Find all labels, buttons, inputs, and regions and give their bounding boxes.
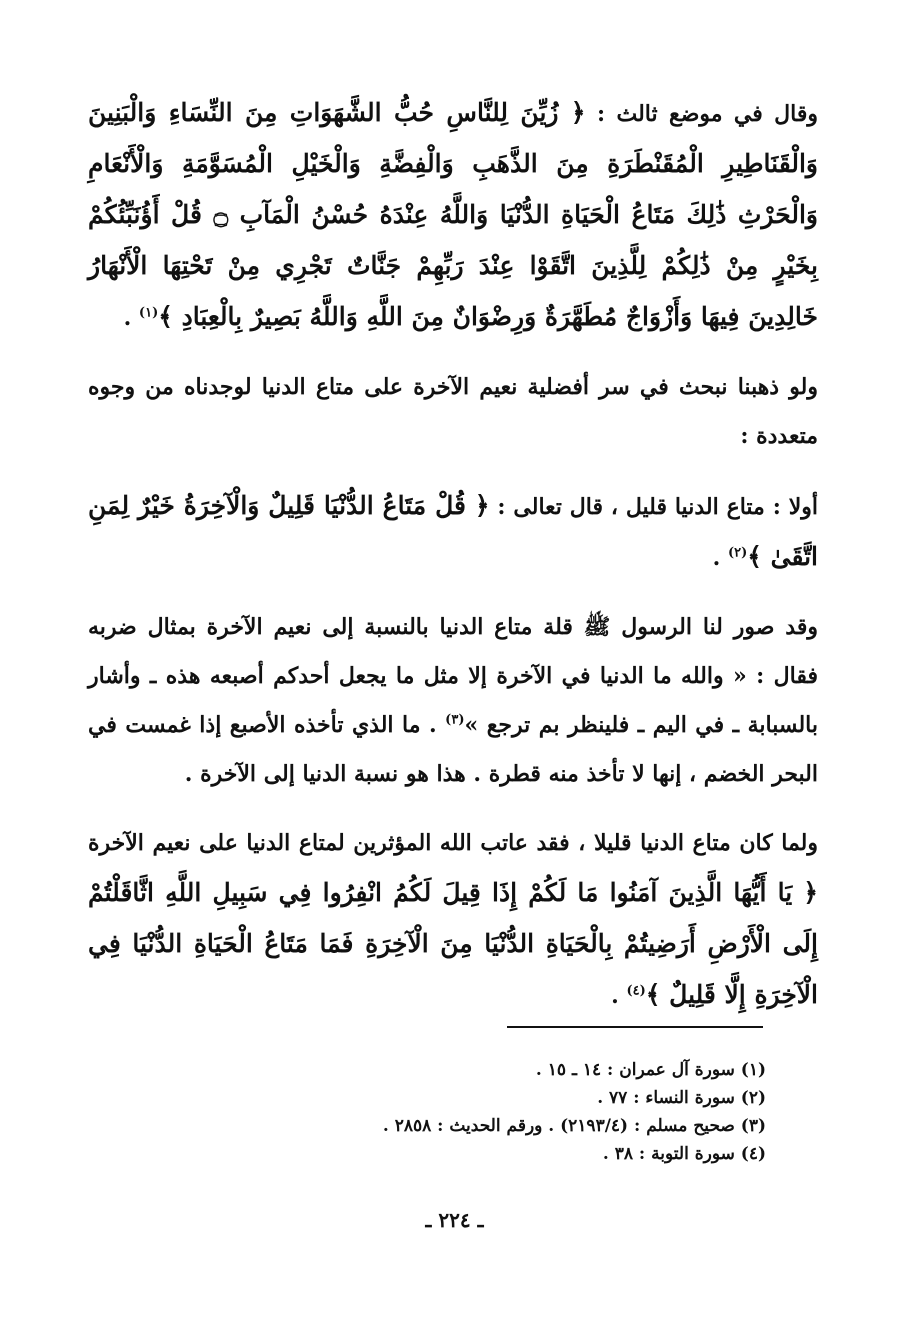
paragraph-3-intro: أولا : متاع الدنيا قليل ، قال تعالى : [497, 494, 818, 520]
paragraph-1-end: . [123, 305, 139, 331]
footnote-4: (٤) سورة التوبة : ٣٨ . [602, 1144, 766, 1164]
quran-verse-2: ﴿ قُلْ مَتَاعُ الدُّنْيَا قَلِيلٌ وَالْآخِرَةُ خَيْرٌ لِمَنِ اتَّقَىٰ ﴾ [88, 491, 818, 571]
footnote-ref-4: (٤) [626, 983, 646, 999]
footnote-3: (٣) صحيح مسلم : (٢١٩٣/٤) . ورقم الحديث : ٢٨٥٨ . [382, 1116, 766, 1136]
footnote-1: (١) سورة آل عمران : ١٤ ـ ١٥ . [535, 1060, 766, 1080]
paragraph-4 [88, 603, 818, 799]
page-number: ـ ٢٢٤ ـ [425, 1208, 484, 1232]
main-text [88, 88, 818, 1041]
paragraph-1 [88, 88, 818, 343]
paragraph-5-intro: ولما كان متاع الدنيا قليلا ، فقد عاتب الله المؤثرين لمتاع الدنيا على نعيم الآخرة [88, 830, 818, 856]
paragraph-4-intro: وقد صور لنا الرسول ﷺ قلة متاع الدنيا بالنسبة إلى نعيم الآخرة بمثال ضربه فقال : « والله ما الدنيا في الآخرة إلا مثل ما يجعل أحدكم أصبعه هذه ـ وأشار بالسبابة ـ في اليم ـ فلينظر بم ترجع » [88, 614, 818, 738]
paragraph-2: ولو ذهبنا نبحث في سر أفضلية نعيم الآخرة على متاع الدنيا لوجدناه من وجوه متعددة : [88, 374, 818, 449]
paragraph-1-intro: وقال في موضع ثالث : [596, 101, 818, 127]
paragraph-5-end: . [611, 983, 627, 1009]
quran-verse-1: ﴿ زُيِّنَ لِلنَّاسِ حُبُّ الشَّهَوَاتِ مِنَ النِّسَاءِ وَالْبَنِينَ وَالْقَنَاطِيرِ الْمُقَنْطَرَةِ مِنَ الذَّهَبِ وَالْفِضَّةِ وَالْخَيْلِ الْمُسَوَّمَةِ وَالْأَنْعَامِ وَالْحَرْثِ ذَٰلِكَ مَتَاعُ الْحَيَاةِ الدُّنْيَا وَاللَّهُ عِنْدَهُ حُسْنُ الْمَآبِ ۝ قُلْ أَؤُنَبِّئُكُمْ بِخَيْرٍ مِنْ ذَٰلِكُمْ لِلَّذِينَ اتَّقَوْا عِنْدَ رَبِّهِمْ جَنَّاتٌ تَجْرِي مِنْ تَحْتِهَا الْأَنْهَارُ خَالِدِينَ فِيهَا وَأَزْوَاجٌ مُطَهَّرَةٌ وَرِضْوَانٌ مِنَ اللَّهِ وَاللَّهُ بَصِيرٌ بِالْعِبَادِ ﴾ [88, 98, 818, 331]
footnote-ref-2: (٢) [727, 545, 748, 561]
quran-verse-3: ﴿ يَا أَيُّهَا الَّذِينَ آمَنُوا مَا لَكُمْ إِذَا قِيلَ لَكُمُ انْفِرُوا فِي سَبِيلِ اللَّهِ اثَّاقَلْتُمْ إِلَى الْأَرْضِ أَرَضِيتُمْ بِالْحَيَاةِ الدُّنْيَا مِنَ الْآخِرَةِ فَمَا مَتَاعُ الْحَيَاةِ الدُّنْيَا فِي الْآخِرَةِ إِلَّا قَلِيلٌ ﴾ [88, 878, 818, 1009]
footnote-ref-1: (١) [138, 305, 159, 321]
paragraph-3-end: . [712, 545, 728, 571]
footnote-divider [507, 1026, 763, 1028]
footnote-ref-3: (٣) [445, 712, 465, 728]
paragraph-3 [88, 481, 818, 583]
footnotes [246, 1056, 766, 1168]
footnote-2: (٢) سورة النساء : ٧٧ . [597, 1088, 766, 1108]
paragraph-4-end: . ما الذي تأخذه الأصبع إذا غمست في البحر الخضم ، إنها لا تأخذ منه قطرة . هذا هو نسبة الدنيا إلى الآخرة . [88, 712, 818, 787]
paragraph-5 [88, 819, 818, 1021]
